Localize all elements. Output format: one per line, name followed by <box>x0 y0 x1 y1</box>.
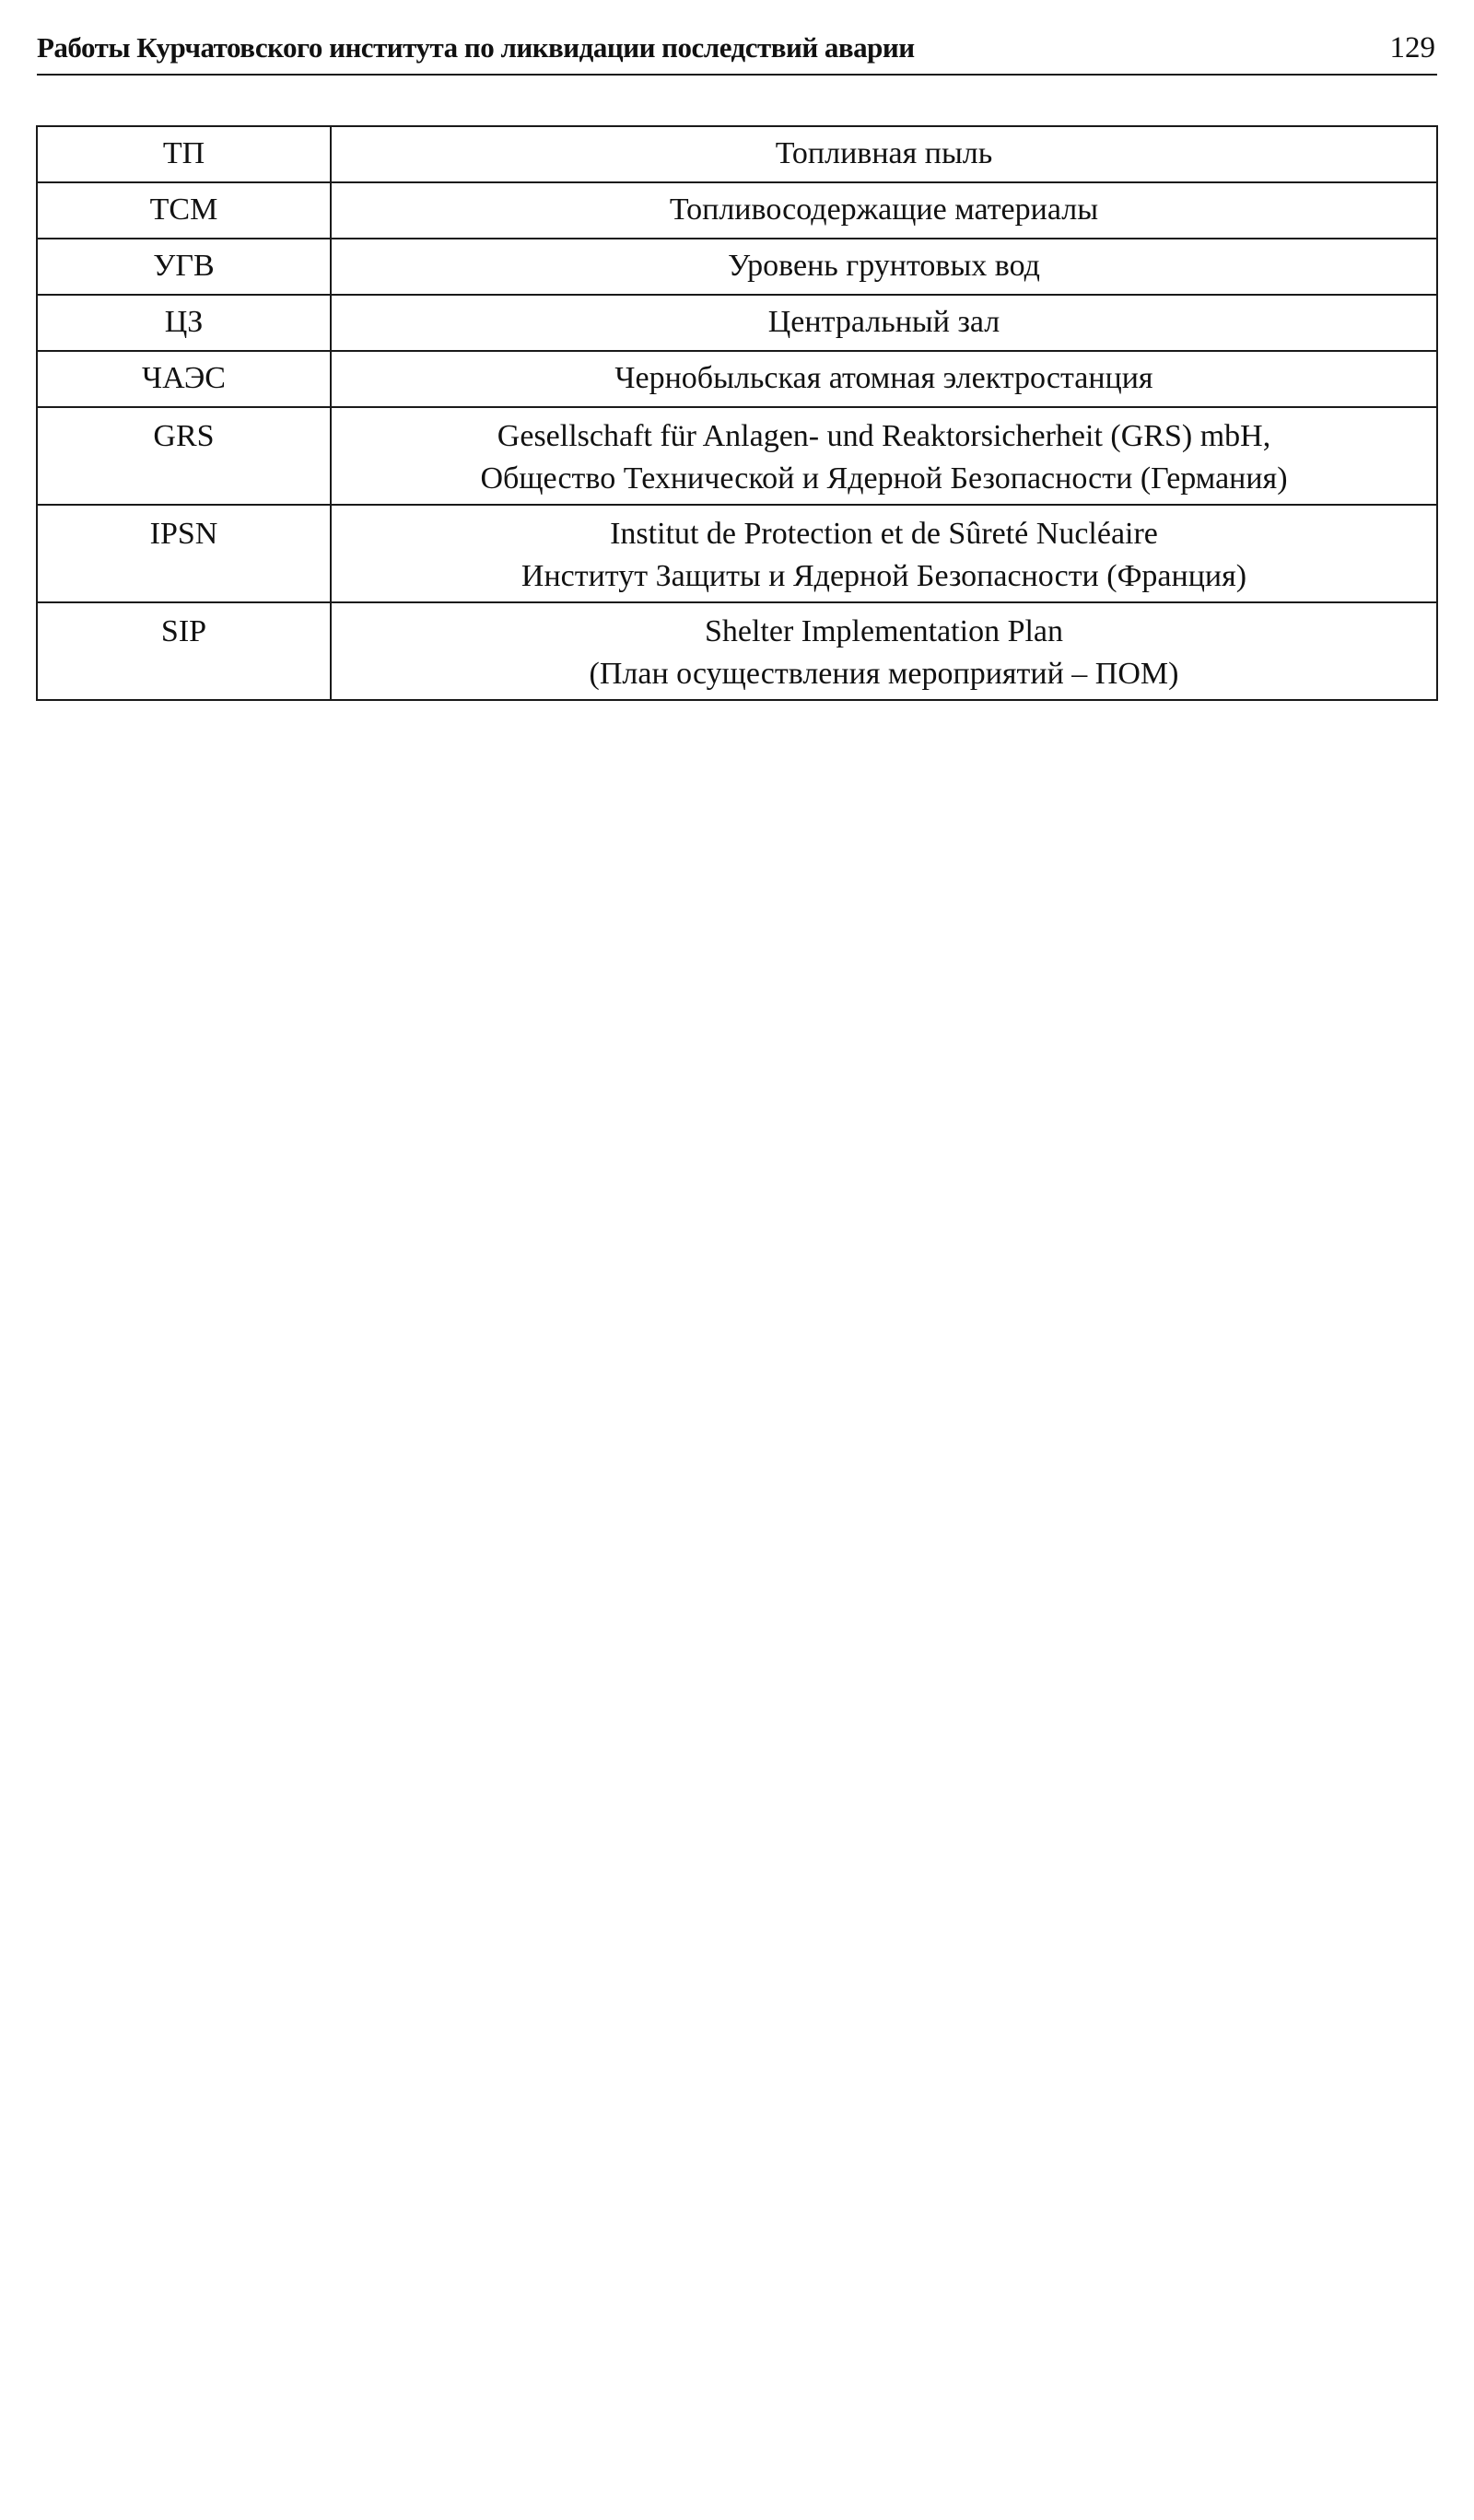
definition-line: Gesellschaft für Anlagen- und Reaktorsicherheit (GRS) mbH, <box>497 419 1271 453</box>
table-row <box>37 182 1437 239</box>
page-number: 129 <box>1389 31 1435 64</box>
abbreviation-cell: ЧАЭС <box>37 351 331 407</box>
definition-cell <box>331 239 1437 295</box>
abbreviations-table <box>36 125 1438 701</box>
table-row <box>37 239 1437 295</box>
definition-cell <box>331 182 1437 239</box>
abbreviation-cell: SIP <box>37 602 331 700</box>
running-head <box>37 29 1437 76</box>
definition-line: (План осуществления мероприятий – ПОМ) <box>589 657 1179 691</box>
abbreviation-cell: ТП <box>37 126 331 182</box>
table-row <box>37 505 1437 602</box>
abbreviation-cell: GRS <box>37 407 331 505</box>
definition-cell <box>331 505 1437 602</box>
definition-line: Общество Технической и Ядерной Безопасности (Германия) <box>480 461 1288 496</box>
table-row <box>37 295 1437 351</box>
definition-line: Топливная пыль <box>775 136 993 170</box>
abbreviation-cell: IPSN <box>37 505 331 602</box>
abbreviation-cell: ТСМ <box>37 182 331 239</box>
definition-line: Институт Защиты и Ядерной Безопасности (Франция) <box>521 559 1247 593</box>
definition-line: Чернобыльская атомная электростанция <box>614 361 1153 395</box>
definition-line: Уровень грунтовых вод <box>728 249 1040 283</box>
definition-line: Shelter Implementation Plan <box>704 614 1064 648</box>
definition-line: Топливосодержащие материалы <box>669 192 1099 227</box>
running-title: Работы Курчатовского института по ликвидации последствий аварии <box>37 31 915 64</box>
table-row <box>37 126 1437 182</box>
abbreviation-cell: УГВ <box>37 239 331 295</box>
definition-cell <box>331 407 1437 505</box>
definition-cell <box>331 126 1437 182</box>
table-row <box>37 602 1437 700</box>
table-row <box>37 351 1437 407</box>
definition-cell <box>331 351 1437 407</box>
definition-cell <box>331 295 1437 351</box>
definition-line: Institut de Protection et de Sûreté Nucléaire <box>610 517 1158 551</box>
table-row <box>37 407 1437 505</box>
definition-cell <box>331 602 1437 700</box>
definition-line: Центральный зал <box>767 305 1000 339</box>
abbreviation-cell: ЦЗ <box>37 295 331 351</box>
